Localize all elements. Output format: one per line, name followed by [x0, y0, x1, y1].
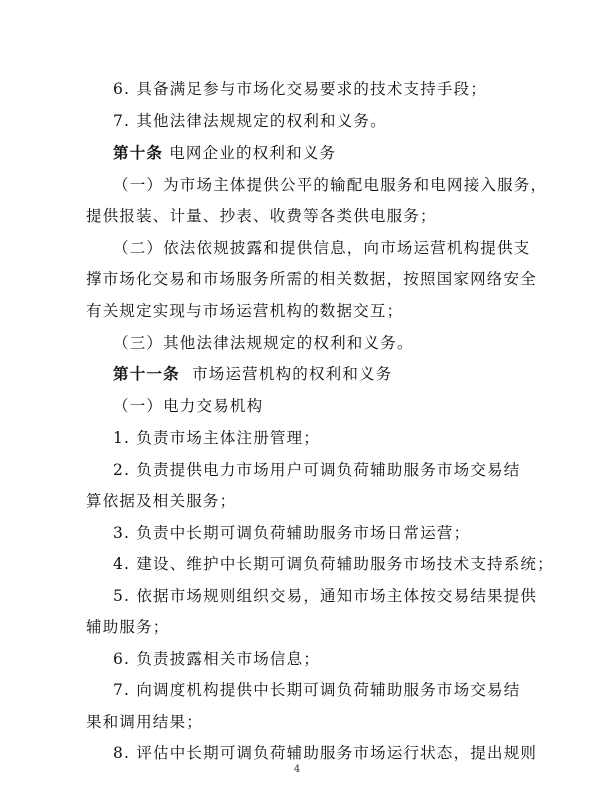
text-line	[0, 523, 594, 543]
article-title: 市场运营机构的权利和义务	[179, 365, 393, 383]
line-text: 算依据及相关服务；	[86, 492, 237, 510]
line-text: （一）电力交易机构	[113, 397, 264, 415]
text-line	[0, 111, 594, 131]
line-text: 3. 负责中长期可调负荷辅助服务市场日常运营；	[113, 524, 471, 542]
line-text: 7. 向调度机构提供中长期可调负荷辅助服务市场交易结	[113, 681, 521, 699]
line-text: 果和调用结果；	[86, 713, 203, 731]
text-line	[0, 206, 594, 226]
line-text: 有关规定实现与市场运营机构的数据交互；	[86, 302, 404, 320]
line-text: 1. 负责市场主体注册管理；	[113, 429, 321, 447]
line-text: 撑市场化交易和市场服务所需的相关数据，按照国家网络安全	[86, 270, 537, 288]
article-title: 电网企业的权利和义务	[163, 144, 337, 162]
text-line	[0, 175, 594, 195]
text-line	[0, 554, 594, 574]
article-heading-line	[0, 143, 594, 163]
line-text: （三）其他法律法规规定的权利和义务。	[113, 334, 414, 352]
text-line	[0, 649, 594, 669]
text-line	[0, 269, 594, 289]
line-text: 7. 其他法律法规规定的权利和义务。	[113, 112, 387, 130]
text-line	[0, 460, 594, 480]
text-line	[0, 428, 594, 448]
text-line	[0, 79, 594, 99]
line-text: 6. 具备满足参与市场化交易要求的技术支持手段；	[113, 80, 488, 98]
text-line	[0, 491, 594, 511]
text-line	[0, 680, 594, 700]
text-line	[0, 301, 594, 321]
line-text: 8. 评估中长期可调负荷辅助服务市场运行状态，提出规则	[113, 744, 538, 762]
text-line	[0, 617, 594, 637]
text-line	[0, 712, 594, 732]
line-text: 5. 依据市场规则组织交易，通知市场主体按交易结果提供	[113, 587, 538, 605]
line-text: （二）依法依规披露和提供信息，向市场运营机构提供支	[113, 239, 531, 257]
text-line	[0, 238, 594, 258]
line-text: 2. 负责提供电力市场用户可调负荷辅助服务市场交易结	[113, 461, 521, 479]
text-line	[0, 586, 594, 606]
line-text: 辅助服务；	[86, 618, 170, 636]
article-number: 第十一条	[113, 364, 180, 383]
line-text: （一）为市场主体提供公平的输配电服务和电网接入服务，	[113, 176, 548, 194]
line-text: 6. 负责披露相关市场信息；	[113, 650, 321, 668]
text-line	[0, 743, 594, 763]
article-heading-line	[0, 364, 594, 384]
page-number: 4	[293, 764, 301, 775]
line-text: 提供报装、计量、抄表、收费等各类供电服务；	[86, 207, 437, 225]
line-text: 4. 建设、维护中长期可调负荷辅助服务市场技术支持系统；	[113, 555, 554, 573]
article-number: 第十条	[113, 143, 164, 162]
text-line	[0, 396, 594, 416]
text-line	[0, 333, 594, 353]
